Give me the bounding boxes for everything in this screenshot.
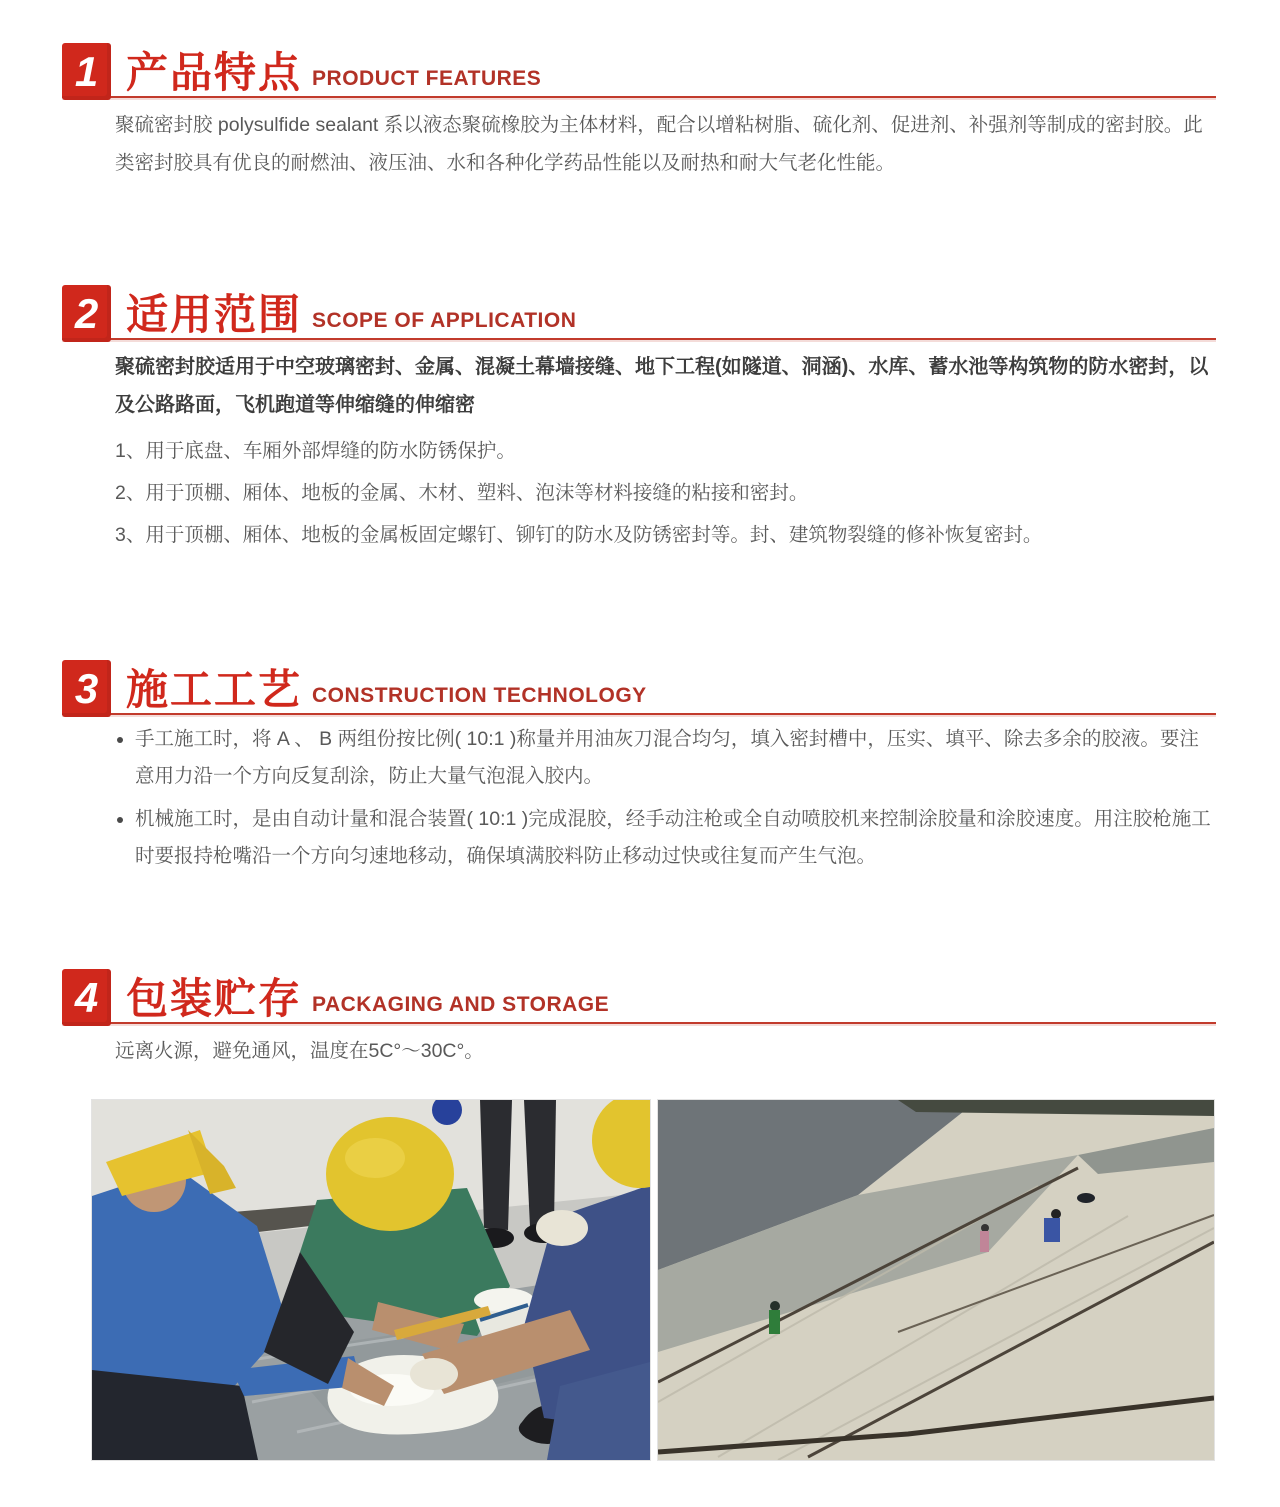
section-construction-technology: [62, 655, 1216, 875]
section-1-number-badge: [62, 43, 111, 100]
section-1-title-zh: 产品特点: [126, 49, 303, 96]
section-packaging-and-storage: [62, 964, 1216, 1070]
list-item: 1、用于底盘、车厢外部焊缝的防水防锈保护。: [115, 440, 516, 462]
section-1-header: [62, 38, 1216, 98]
photo-concrete-slope-expansion-joints: [657, 1099, 1215, 1461]
section-1-number: 1: [74, 47, 99, 95]
section-4-paragraph: 远离火源，避免通风，温度在5C°～30C°。: [115, 1040, 484, 1062]
section-3-bullet-list: [115, 721, 1216, 875]
section-4-number-badge: [62, 969, 111, 1026]
section-2-title-zh: 适用范围: [126, 291, 303, 338]
list-item: 2、用于顶棚、厢体、地板的金属、木材、塑料、泡沫等材料接缝的粘接和密封。: [115, 482, 809, 504]
section-2-lead-paragraph: 聚硫密封胶适用于中空玻璃密封、金属、混凝土幕墙接缝、地下工程(如隧道、洞涵)、水库、蓄水池等构筑物的防水密封，以及公路路面，飞机跑道等伸缩缝的伸缩密: [115, 356, 1209, 416]
section-1-paragraph: 聚硫密封胶 polysulfide sealant 系以液态聚硫橡胶为主体材料，配合以增粘树脂、硫化剂、促进剂、补强剂等制成的密封胶。此类密封胶具有优良的耐燃油、液压油、水和各种化学药品性能以及耐热和耐大气老化性能。: [115, 114, 1203, 174]
section-3-title-en: CONSTRUCTION TECHNOLOGY: [312, 684, 647, 707]
section-2-numbered-list: [115, 434, 1216, 552]
section-3-header: [62, 655, 1216, 715]
section-2-title-en: SCOPE OF APPLICATION: [312, 309, 577, 332]
section-4-title-zh: 包装贮存: [126, 975, 303, 1022]
section-3-number: 3: [74, 664, 99, 712]
section-2-header: [62, 280, 1216, 340]
section-scope-of-application: [62, 280, 1216, 552]
concrete-slope-illustration: [658, 1100, 1214, 1460]
workers-sealant-illustration: [92, 1100, 650, 1460]
section-4-header: [62, 964, 1216, 1024]
photo-workers-applying-sealant: [91, 1099, 651, 1461]
section-2-number: 2: [74, 289, 99, 337]
section-3-number-badge: [62, 660, 111, 717]
photo-row: [91, 1099, 1216, 1461]
section-4-number: 4: [74, 973, 99, 1021]
section-4-title-en: PACKAGING AND STORAGE: [312, 993, 610, 1016]
list-item: 3、用于顶棚、厢体、地板的金属板固定螺钉、铆钉的防水及防锈密封等。封、建筑物裂缝的修补恢复密封。: [115, 524, 1043, 546]
section-3-title-zh: 施工工艺: [126, 666, 303, 713]
section-1-title-en: PRODUCT FEATURES: [312, 67, 542, 90]
section-product-features: [62, 38, 1216, 182]
bullet-item: 机械施工时，是由自动计量和混合装置( 10:1 )完成混胶，经手动注枪或全自动喷胶机来控制涂胶量和涂胶速度。用注胶枪施工时要报持枪嘴沿一个方向匀速地移动，确保填满胶料防止移动过快或往复而产生气泡。: [115, 801, 1216, 875]
bullet-item: 手工施工时，将 A 、 B 两组份按比例( 10:1 )称量并用油灰刀混合均匀，填入密封槽中，压实、填平、除去多余的胶液。要注意用力沿一个方向反复刮涂，防止大量气泡混入胶内。: [115, 721, 1216, 795]
section-2-number-badge: [62, 285, 111, 342]
